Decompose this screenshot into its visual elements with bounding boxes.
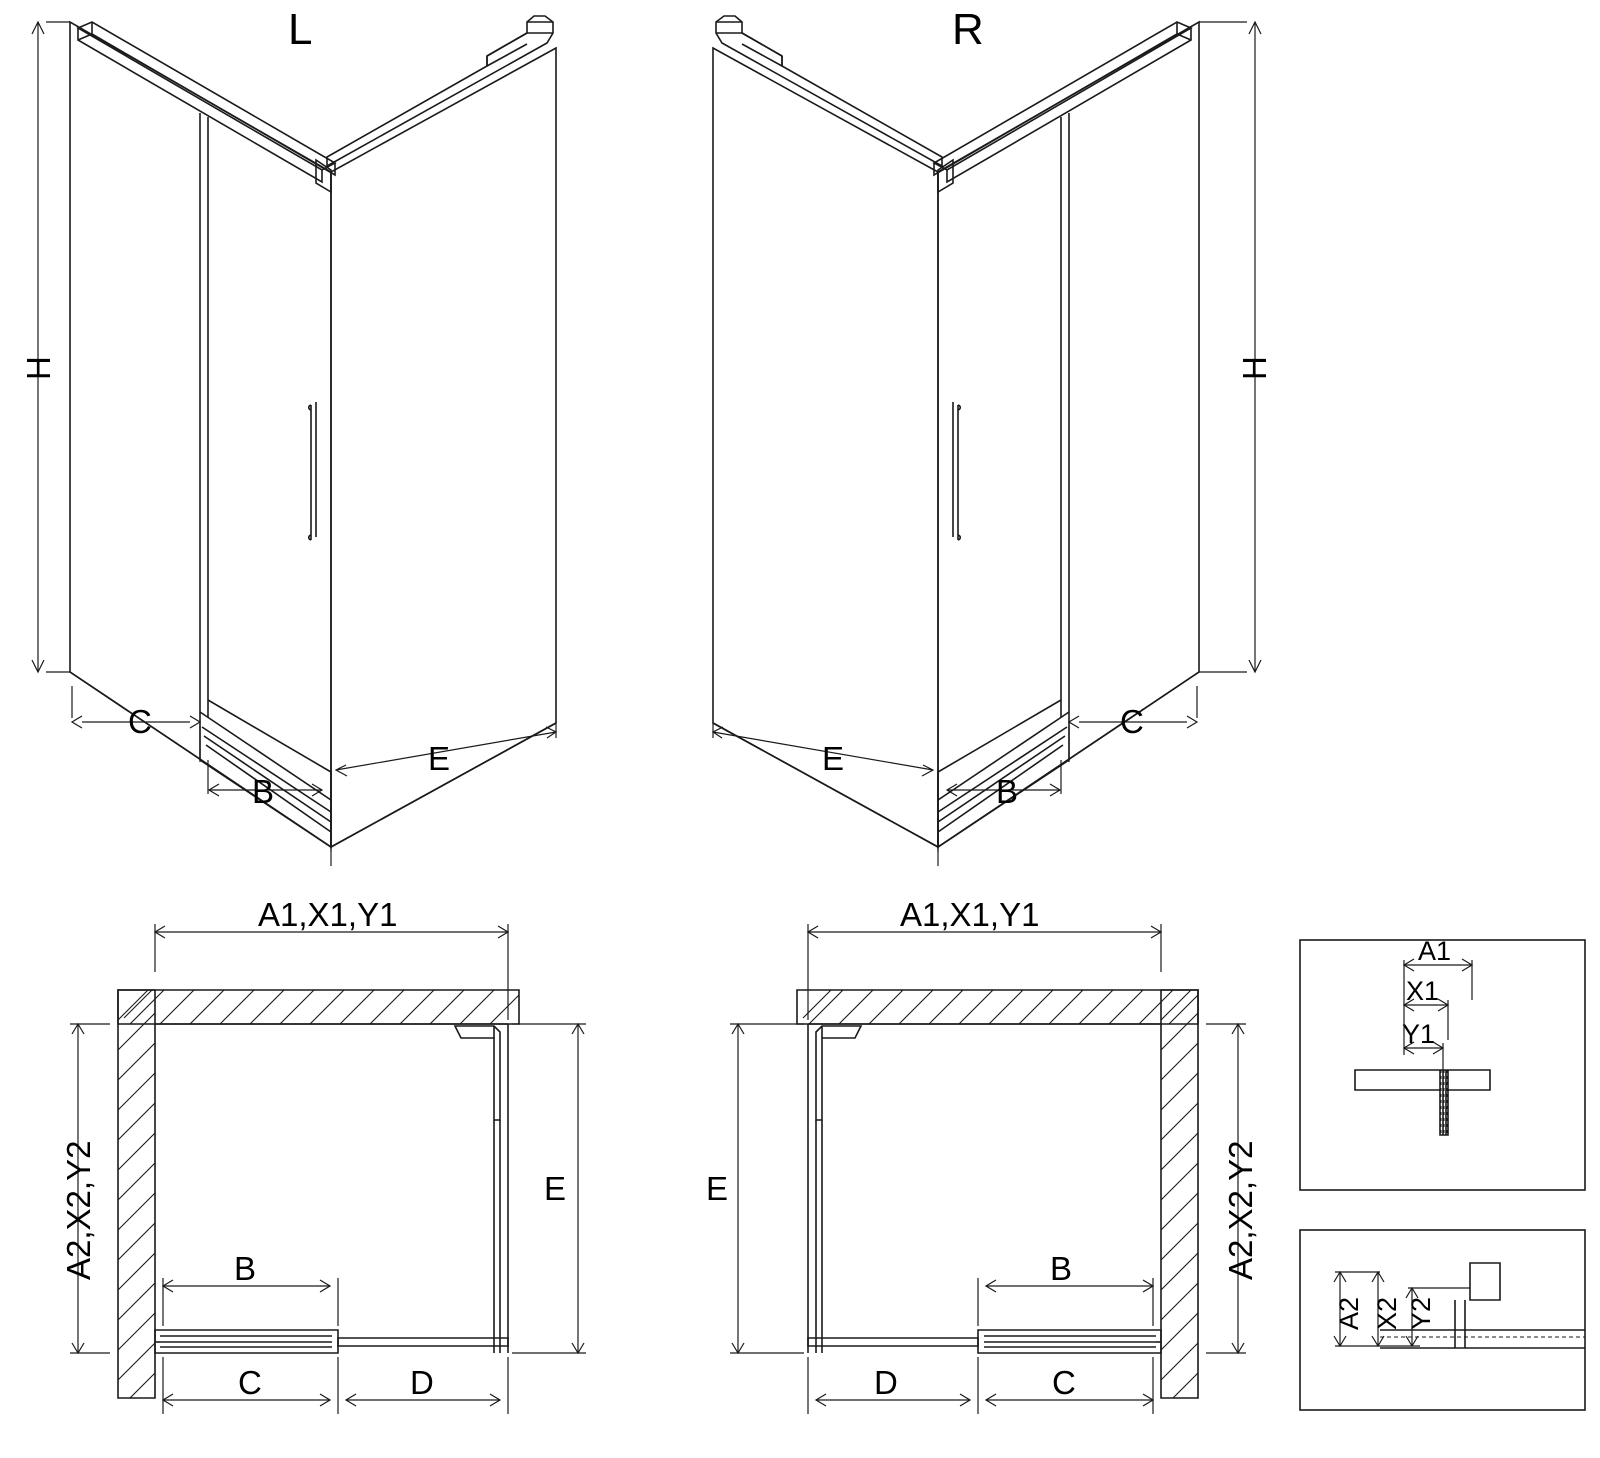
iso-left-label-e: E (428, 740, 451, 777)
detail-top-label-a1: A1 (1418, 936, 1452, 966)
detail-top-label-x1: X1 (1406, 976, 1440, 1006)
detail-top-label-y1: Y1 (1402, 1019, 1436, 1049)
plan-left-label-e: E (544, 1170, 567, 1207)
iso-right-dim-h (1199, 22, 1261, 672)
iso-right-label-e: E (822, 740, 845, 777)
plan-left-label-d: D (410, 1364, 434, 1401)
iso-right-label-h: H (1236, 356, 1273, 380)
plan-right-label-b: B (1050, 1250, 1073, 1287)
view-title-left: L (288, 5, 313, 54)
detail-top (1300, 936, 1585, 1190)
plan-right-label-a2x2y2: A2,X2,Y2 (1222, 1140, 1259, 1280)
iso-left-label-c: C (128, 703, 152, 740)
detail-bottom-label-x2: X2 (1372, 1296, 1402, 1330)
plan-left-label-c: C (238, 1364, 262, 1401)
plan-right-label-d: D (874, 1364, 898, 1401)
plan-right-label-c: C (1052, 1364, 1076, 1401)
plan-left (118, 990, 519, 1401)
iso-right-label-b: B (996, 773, 1019, 810)
plan-right-label-a1x1y1: A1,X1,Y1 (900, 896, 1040, 933)
iso-right-label-c: C (1120, 703, 1144, 740)
plan-right (797, 990, 1198, 1401)
detail-bottom-label-a2: A2 (1334, 1296, 1364, 1330)
iso-left-label-b: B (252, 773, 275, 810)
iso-left-label-h: H (20, 356, 57, 380)
plan-left-label-a1x1y1: A1,X1,Y1 (258, 896, 398, 933)
plan-right-label-e: E (706, 1170, 729, 1207)
view-title-right: R (952, 5, 984, 54)
plan-left-label-a2x2y2: A2,X2,Y2 (60, 1140, 97, 1280)
detail-bottom-label-y2: Y2 (1406, 1296, 1436, 1330)
iso-left-dim-h (32, 22, 70, 672)
plan-left-label-b: B (234, 1250, 257, 1287)
